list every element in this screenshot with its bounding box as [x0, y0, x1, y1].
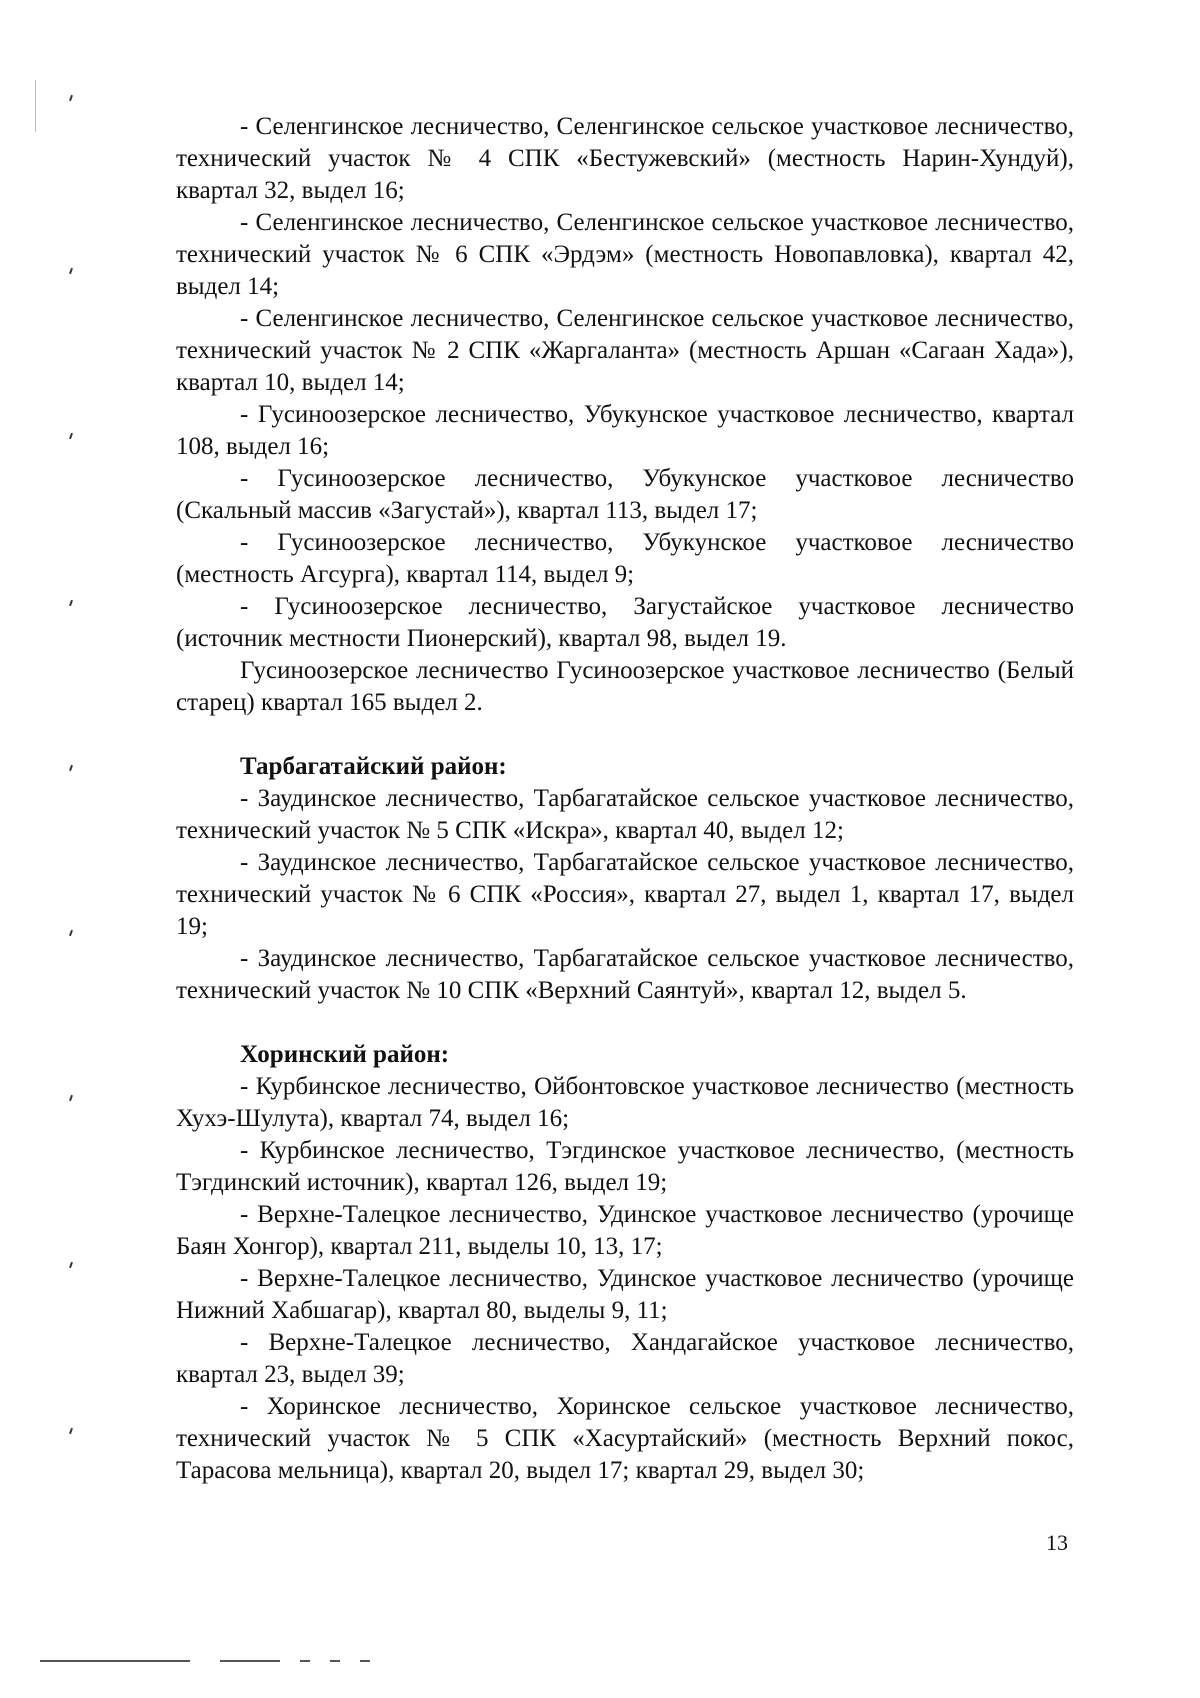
document-body: [176, 111, 1074, 1487]
paragraph: - Курбинское лесничество, Ойбонтовское участковое лесничество (местность Хухэ-Шулута), квартал 74, выдел 16;: [176, 1073, 1074, 1132]
paragraph: - Верхне-Талецкое лесничество, Хандагайское участковое лесничество, квартал 23, выдел 39;: [176, 1329, 1074, 1388]
page-number: 13: [1046, 1530, 1068, 1555]
section-khorinsky: [176, 1039, 1074, 1487]
paragraph: - Гусиноозерское лесничество, Убукунское участковое лесничество (местность Агсурга), квартал 114, выдел 9;: [176, 529, 1074, 588]
paragraph: - Заудинское лесничество, Тарбагатайское сельское участковое лесничество, технический участок № 5 СПК «Искра», квартал 40, выдел 12;: [176, 785, 1074, 844]
scan-speck: [69, 268, 73, 274]
paragraph: - Гусиноозерское лесничество, Убукунское участковое лесничество, квартал 108, выдел 16;: [176, 401, 1074, 460]
scan-bottom-rule: [300, 1660, 310, 1662]
scan-bottom-rule: [330, 1660, 340, 1662]
scan-bottom-rule: [360, 1660, 370, 1662]
scan-speck: [69, 95, 73, 101]
paragraph: - Верхне-Талецкое лесничество, Удинское участковое лесничество (урочище Баян Хонгор), квартал 211, выделы 10, 13, 17;: [176, 1201, 1074, 1260]
paragraph: - Курбинское лесничество, Тэгдинское участковое лесничество, (местность Тэгдинский источник), квартал 126, выдел 19;: [176, 1137, 1074, 1196]
scan-speck: [69, 1262, 73, 1268]
scan-speck: [69, 433, 73, 439]
paragraph: - Гусиноозерское лесничество, Убукунское участковое лесничество (Скальный массив «Загустай»), квартал 113, выдел 17;: [176, 465, 1074, 524]
section-selenginsky-gusinoozersky: [176, 111, 1074, 719]
paragraph: - Заудинское лесничество, Тарбагатайское сельское участковое лесничество, технический участок № 6 СПК «Россия», квартал 27, выдел 1, квартал 17, выдел 19;: [176, 849, 1074, 940]
paragraph: - Заудинское лесничество, Тарбагатайское сельское участковое лесничество, технический участок № 10 СПК «Верхний Саянтуй», квартал 12, выдел 5.: [176, 945, 1074, 1004]
paragraph: - Селенгинское лесничество, Селенгинское сельское участковое лесничество, технический участок № 4 СПК «Бестужевский» (местность Нарин-Хундуй), квартал 32, выдел 16;: [176, 113, 1074, 204]
scan-edge-line: [35, 80, 36, 132]
section-heading: Хоринский район:: [240, 1041, 450, 1068]
section-heading: Тарбагатайский район:: [240, 753, 507, 780]
scan-speck: [69, 600, 73, 606]
scan-speck: [69, 930, 73, 936]
scan-speck: [69, 1428, 73, 1434]
paragraph: - Хоринское лесничество, Хоринское сельское участковое лесничество, технический участок № 5 СПК «Хасуртайский» (местность Верхний покос, Тарасова мельница), квартал 20, выдел 17; квартал 29, выдел 30;: [176, 1393, 1074, 1484]
scan-bottom-rule: [40, 1660, 190, 1662]
paragraph: Гусиноозерское лесничество Гусиноозерское участковое лесничество (Белый старец) квартал 165 выдел 2.: [176, 657, 1074, 716]
scan-bottom-rule: [220, 1660, 280, 1662]
scan-speck: [69, 765, 73, 771]
paragraph: - Селенгинское лесничество, Селенгинское сельское участковое лесничество, технический участок № 2 СПК «Жаргаланта» (местность Аршан «Сагаан Хада»), квартал 10, выдел 14;: [176, 305, 1074, 396]
paragraph: - Селенгинское лесничество, Селенгинское сельское участковое лесничество, технический участок № 6 СПК «Эрдэм» (местность Новопавловка), квартал 42, выдел 14;: [176, 209, 1074, 300]
paragraph: - Верхне-Талецкое лесничество, Удинское участковое лесничество (урочище Нижний Хабшагар), квартал 80, выделы 9, 11;: [176, 1265, 1074, 1324]
scan-speck: [69, 1095, 73, 1101]
section-tarbagataisky: [176, 751, 1074, 1007]
paragraph: - Гусиноозерское лесничество, Загустайское участковое лесничество (источник местности Пионерский), квартал 98, выдел 19.: [176, 593, 1074, 652]
